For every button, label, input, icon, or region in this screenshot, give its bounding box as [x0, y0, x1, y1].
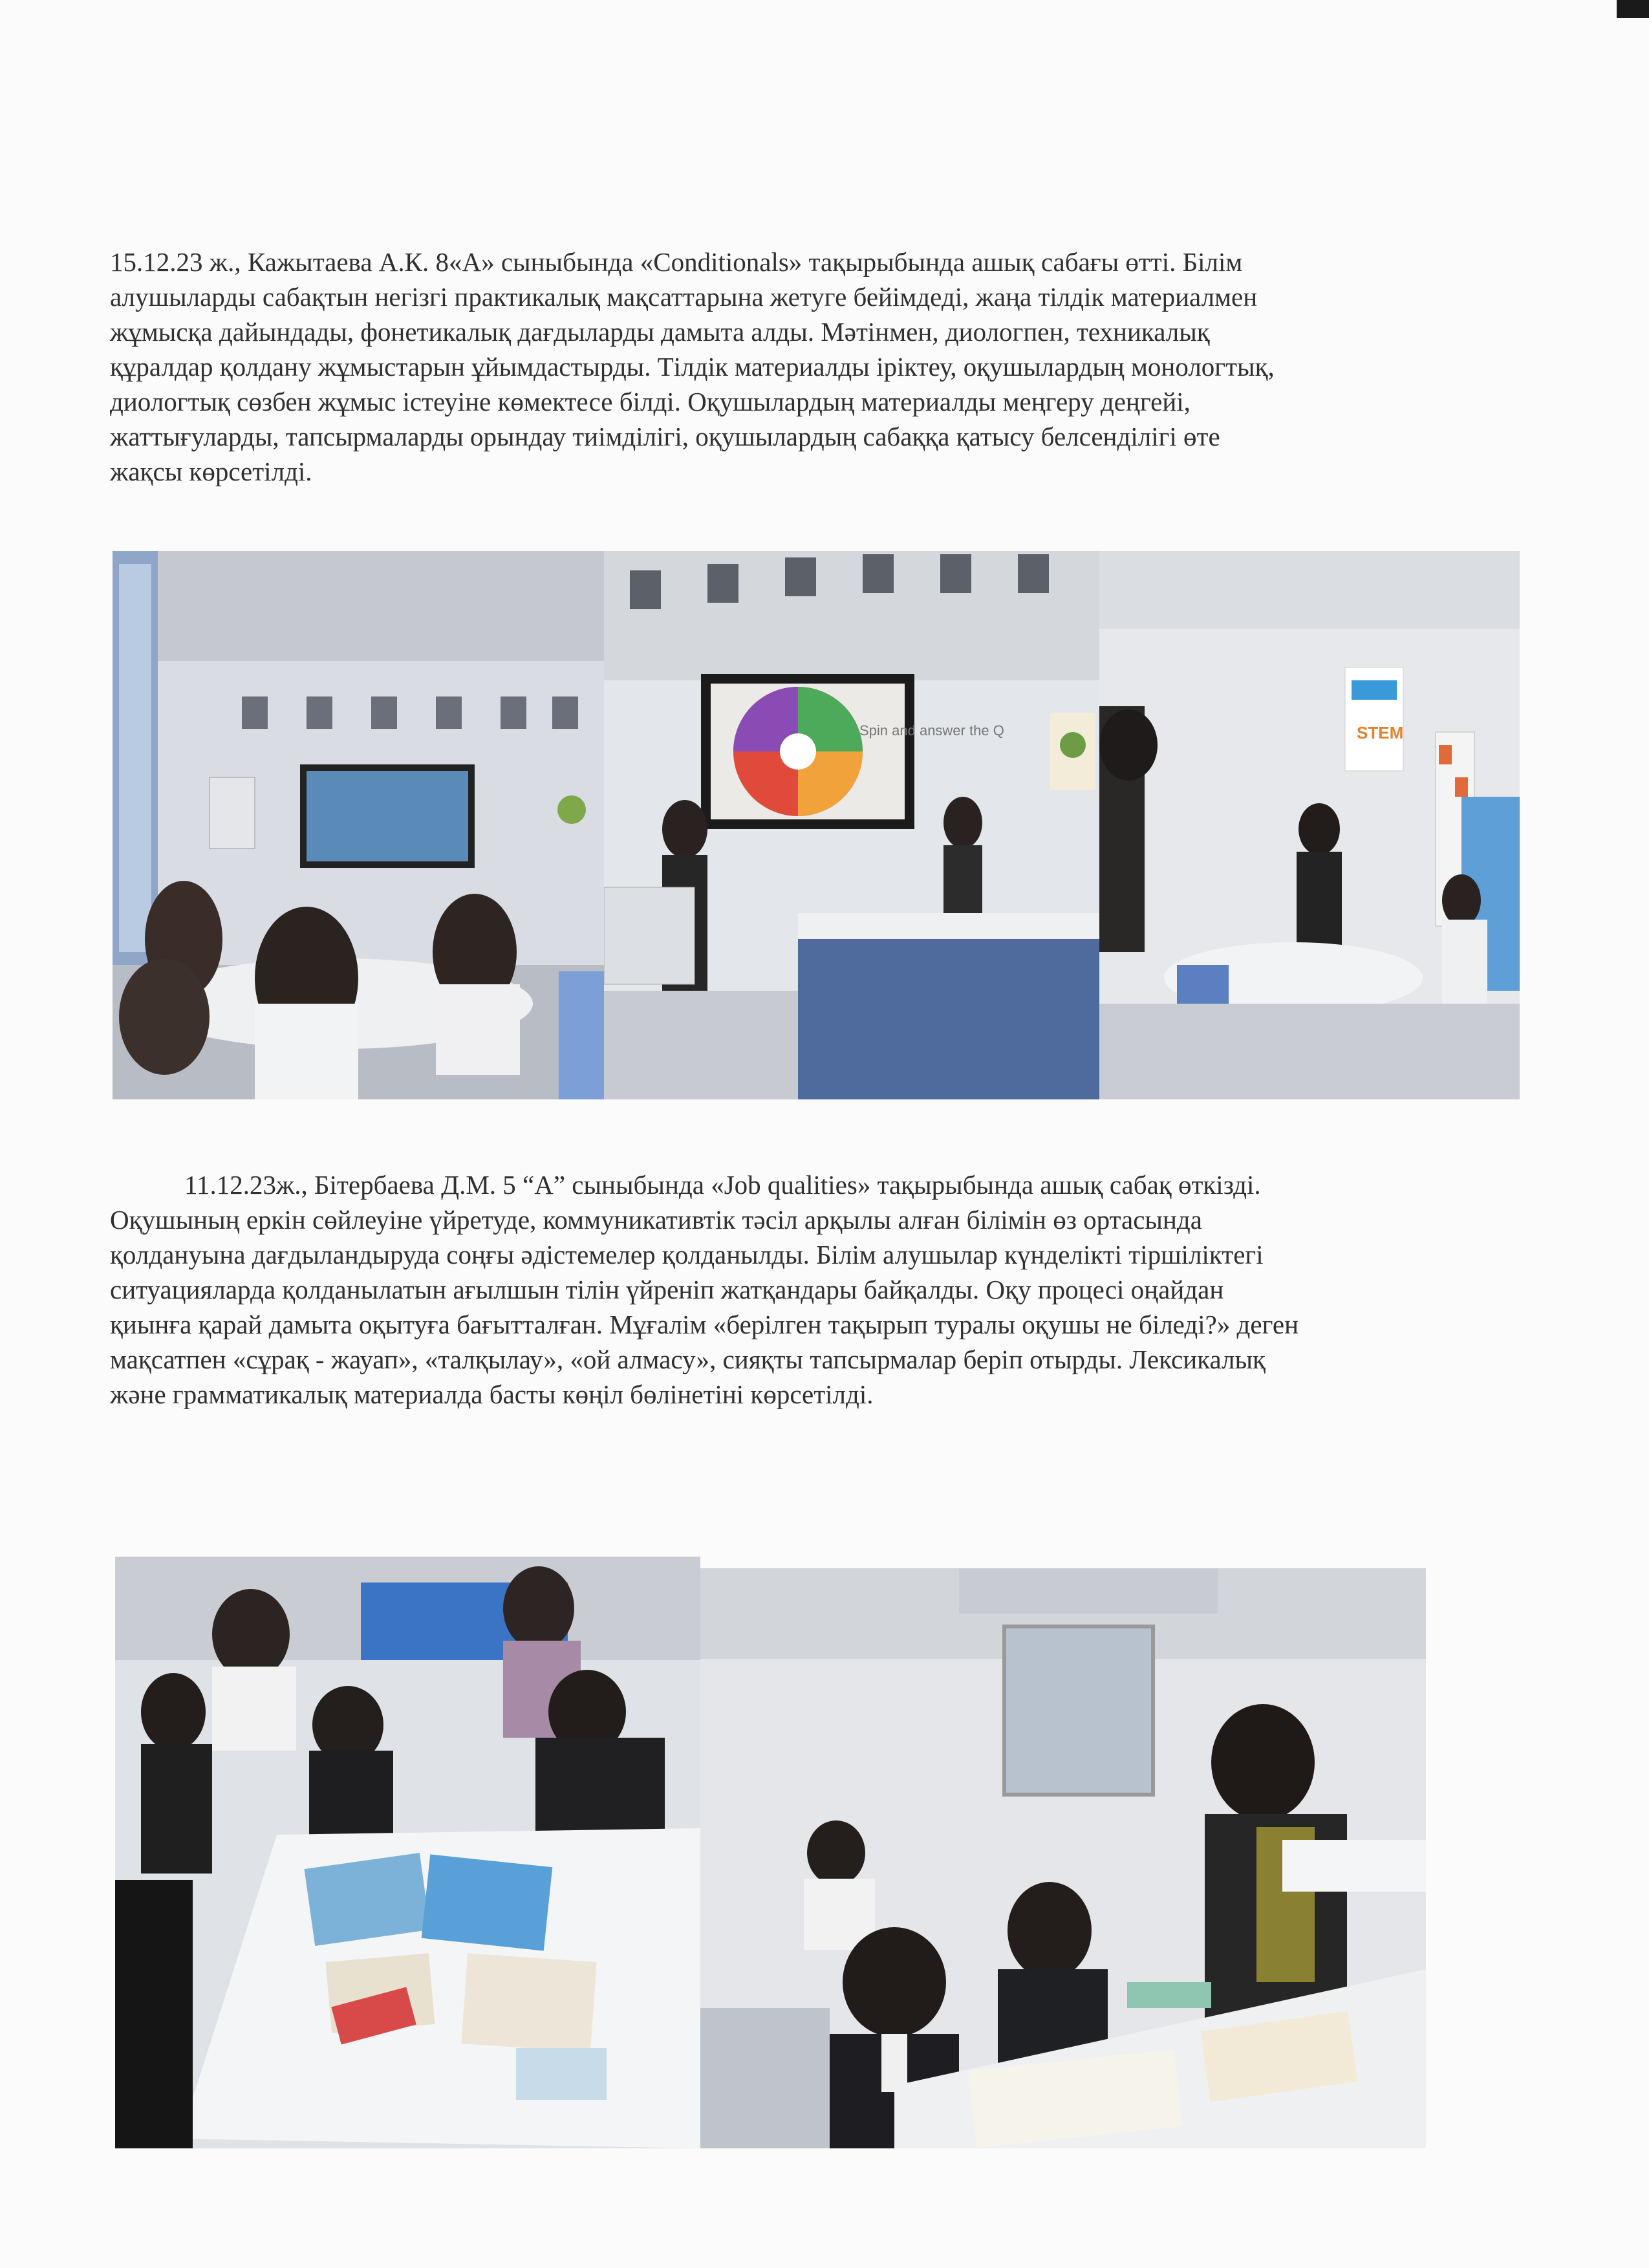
lesson-report-paragraph-1	[110, 244, 1565, 489]
text-line: 15.12.23 ж., Кажытаева А.К. 8«А» сыныбында «Conditionals» тақырыбында ашық сабағы өтті. Білім	[110, 247, 1243, 277]
text-line: жақсы көрсетілді.	[110, 457, 312, 486]
text-line: мақсатпен «сұрақ - жауап», «талқылау», «ой алмасу», сияқты тапсырмалар беріп отырды. Лексикалық	[110, 1345, 1266, 1374]
lesson-report-paragraph-2	[110, 1167, 1578, 1412]
classroom-photo-stem	[1099, 551, 1520, 1099]
slide-text: Spin and answer the Q	[859, 722, 1004, 739]
text-line: диологтық сөзбен жұмыс істеуіне көмектесе білді. Оқушылардың материалды меңгеру деңгейі,	[110, 387, 1191, 416]
text-line: 11.12.23ж., Бітербаева Д.М. 5 “А” сыныбында «Job qualities» тақырыбында ашық сабақ өткізді.	[184, 1170, 1261, 1200]
stem-logo-text: STEM	[1357, 723, 1404, 742]
text-line: алушыларды сабақтын негізгі практикалық мақсаттарына жетуге бейімдеді, жаңа тілдік материалмен	[110, 282, 1258, 312]
text-line: қиынға қарай дамыта оқытуға бағытталған. Мұғалім «берілген тақырып туралы оқушы не біледі?» деген	[110, 1310, 1299, 1339]
text-line: жаттығуларды, тапсырмаларды орындау тиімділігі, оқушылардың сабаққа қатысу белсенділігі өте	[110, 422, 1220, 451]
classroom-photo-teacher-helping	[700, 1568, 1426, 2148]
classroom-photo-quiz-slide	[604, 551, 1099, 1099]
text-line: қолдануына дағдыландыруда соңғы әдістемелер қолданылды. Білім алушылар күнделікті тіршіліктегі	[110, 1240, 1264, 1269]
classroom-photo-smartboard	[113, 551, 604, 1099]
text-line: құралдар қолдану жұмыстарын ұйымдастырды. Тілдік материалды іріктеу, оқушылардың монологтық,	[110, 352, 1275, 382]
text-line: жұмысқа дайындады, фонетикалық дағдыларды дамыта алды. Мәтінмен, диологпен, техникалық	[110, 317, 1210, 347]
classroom-photo-group-work	[115, 1557, 700, 2148]
text-line: және грамматикалық материалда басты көңіл бөлінетіні көрсетілді.	[110, 1379, 874, 1409]
scan-edge-mark	[1617, 0, 1649, 18]
text-line: ситуацияларда қолданылатын ағылшын тілін үйреніп жатқандары байқалды. Оқу процесі оңайдан	[110, 1275, 1224, 1304]
text-line: Оқушының еркін сөйлеуіне үйретуде, коммуникативтік тәсіл арқылы алған білімін өз ортасында	[110, 1205, 1202, 1235]
